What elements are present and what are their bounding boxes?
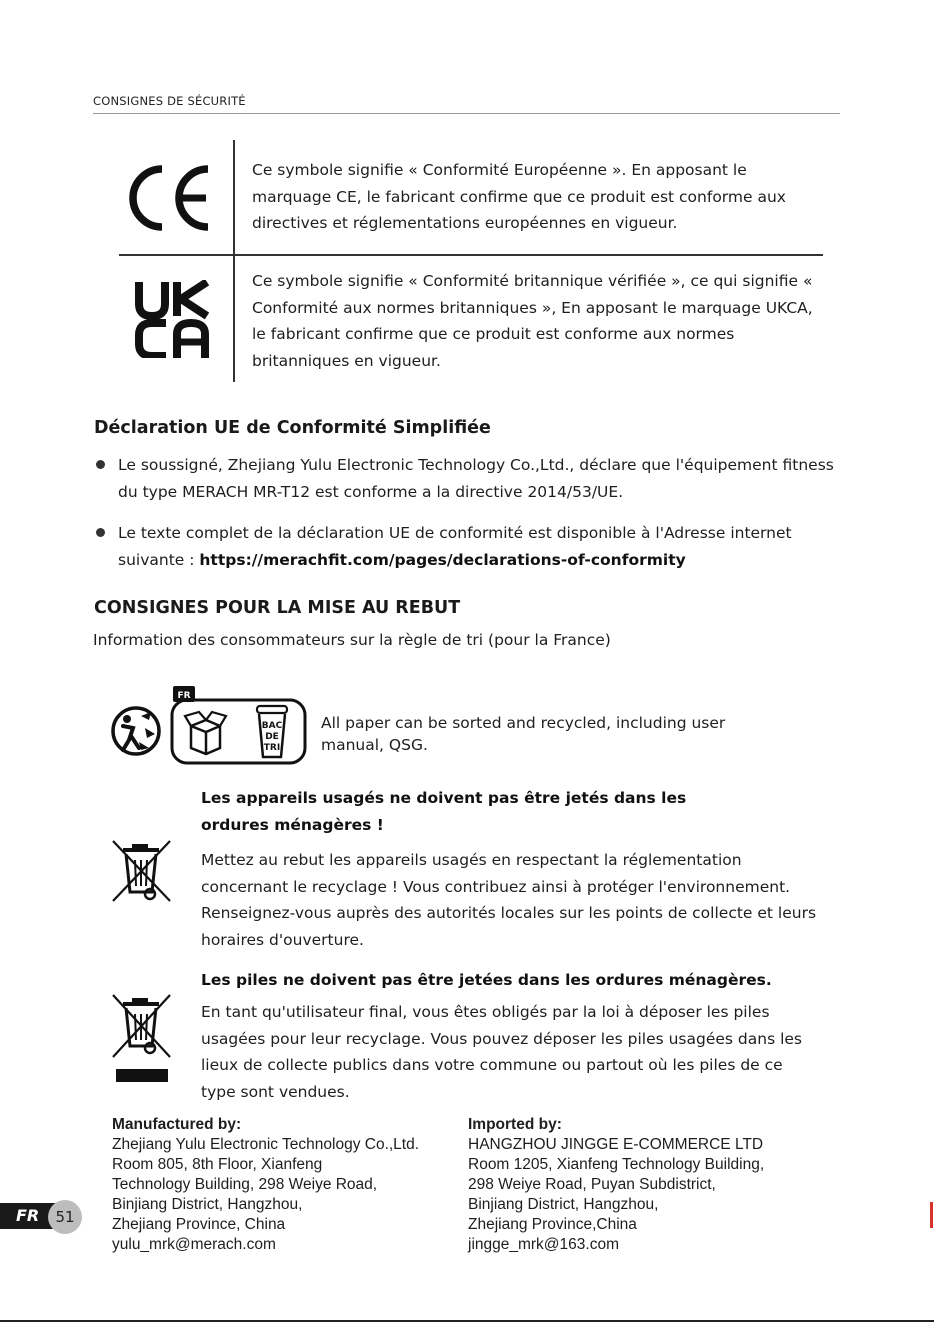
page-header-title: CONSIGNES DE SÉCURITÉ	[93, 94, 246, 108]
disposal-title: CONSIGNES POUR LA MISE AU REBUT	[94, 598, 461, 618]
language-label: FR	[16, 1206, 40, 1225]
manufacturer-title: Manufactured by:	[112, 1116, 242, 1133]
importer-line: Room 1205, Xianfeng Technology Building,	[468, 1156, 765, 1173]
importer-title: Imported by:	[468, 1116, 562, 1133]
triman-sorting-logo-icon	[109, 684, 309, 768]
importer-line: 298 Weiye Road, Puyan Subdistrict,	[468, 1176, 716, 1193]
svg-text:FR: FR	[177, 691, 191, 701]
paper-recycling-text: All paper can be sorted and recycled, including user manual, QSG.	[321, 714, 726, 754]
manufacturer-line: Room 805, 8th Floor, Xianfeng	[112, 1156, 323, 1173]
manufacturer-email: yulu_mrk@merach.com	[112, 1236, 276, 1253]
importer-email: jingge_mrk@163.com	[468, 1236, 619, 1253]
declaration-item-2	[118, 520, 838, 573]
page-number: 51	[55, 1208, 75, 1226]
manufacturer-line: Binjiang District, Hangzhou,	[112, 1196, 303, 1213]
declaration-item-2-text: Le texte complet de la déclaration UE de conformité est disponible à l'Adresse internet suivante :	[118, 524, 792, 569]
bullet-dot	[96, 528, 105, 537]
ce-mark-icon	[128, 163, 212, 233]
header-divider	[93, 113, 840, 114]
importer-line: HANGZHOU JINGGE E-COMMERCE LTD	[468, 1136, 764, 1153]
appliances-warning-body: Mettez au rebut les appareils usagés en respectant la réglementation concernant le recyclage ! Vous contribuez ainsi à protéger l'environnement. Renseignez-vous auprès des autorités locales sur les points de collecte et leurs horaires d'ouverture.	[201, 851, 817, 949]
crossed-bin-battery-icon	[110, 994, 174, 1084]
manufacturer-line: Zhejiang Yulu Electronic Technology Co.,Ltd.	[112, 1136, 420, 1153]
disposal-info: Information des consommateurs sur la règle de tri (pour la France)	[93, 631, 611, 649]
bullet-dot	[96, 460, 105, 469]
crossed-bin-icon	[110, 838, 174, 904]
declaration-url-link[interactable]: https://merachfit.com/pages/declarations-of-conformity	[199, 550, 686, 569]
bottom-border	[0, 1320, 934, 1322]
appliances-warning-title: Les appareils usagés ne doivent pas être jetés dans les ordures ménagères !	[201, 789, 687, 834]
edge-marker	[930, 1202, 933, 1228]
manufacturer-block	[112, 1115, 462, 1255]
declaration-item-1: Le soussigné, Zhejiang Yulu Electronic Technology Co.,Ltd., déclare que l'équipement fitness du type MERACH MR-T12 est conforme a la directive 2014/53/UE.	[118, 456, 834, 501]
table-vertical-divider	[233, 140, 235, 382]
batteries-warning-title: Les piles ne doivent pas être jetées dans les ordures ménagères.	[201, 971, 772, 989]
ukca-mark-icon	[135, 280, 211, 358]
manufacturer-line: Technology Building, 298 Weiye Road,	[112, 1176, 378, 1193]
svg-text:DE: DE	[265, 732, 279, 742]
importer-block	[468, 1115, 828, 1255]
importer-line: Binjiang District, Hangzhou,	[468, 1196, 659, 1213]
declaration-title: Déclaration UE de Conformité Simplifiée	[94, 418, 491, 438]
manufacturer-line: Zhejiang Province, China	[112, 1216, 286, 1233]
table-horizontal-divider	[119, 254, 823, 256]
importer-line: Zhejiang Province,China	[468, 1216, 637, 1233]
ukca-description: Ce symbole signifie « Conformité britannique vérifiée », ce qui signifie « Conformité aux normes britanniques », En apposant le marquage UKCA, le fabricant confirme que ce produit est conforme aux normes britanniques en vigueur.	[252, 272, 813, 370]
ce-description: Ce symbole signifie « Conformité Européenne ». En apposant le marquage CE, le fabricant confirme que ce produit est conforme aux directives et réglementations européennes en vigueur.	[252, 161, 786, 232]
svg-text:BAC: BAC	[261, 721, 283, 731]
svg-text:TRI: TRI	[263, 743, 281, 753]
batteries-warning-body: En tant qu'utilisateur final, vous êtes obligés par la loi à déposer les piles usagées pour leur recyclage. Vous pouvez déposer les piles usagées dans les lieux de collecte publics dans votre commune ou partout où les piles de ce type sont vendues.	[201, 1003, 803, 1101]
